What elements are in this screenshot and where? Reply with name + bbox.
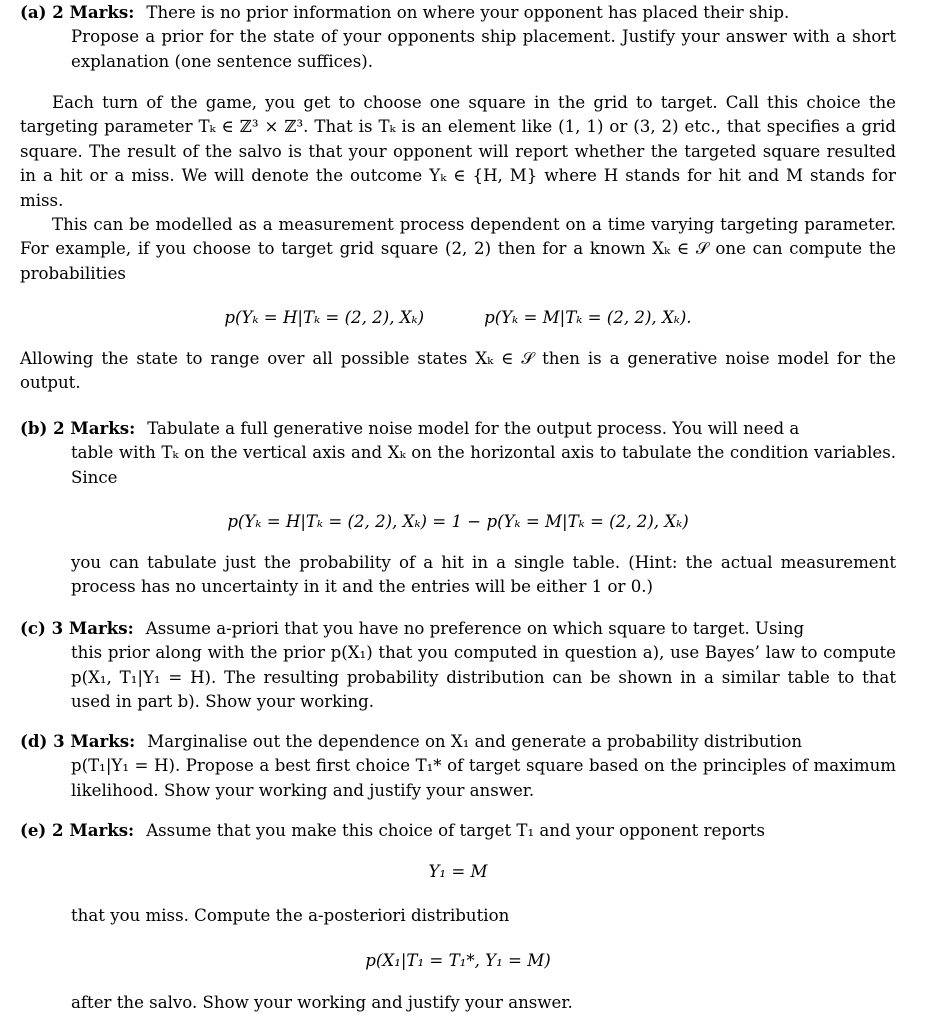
question-b-equation: p(Yₖ = H|Tₖ = (2, 2), Xₖ) = 1 − p(Yₖ = M|Tₖ = (2, 2), Xₖ) (227, 512, 689, 531)
equation-miss: p(Yₖ = M|Tₖ = (2, 2), Xₖ). (484, 308, 692, 327)
intro-paragraph-2: This can be modelled as a measurement process dependent on a time varying targeting parameter. For example, if you choose to target grid square (2, 2) then for a known Xₖ ∈ 𝒮 one can compute the probabilities (20, 215, 896, 283)
question-b-text: table with Tₖ on the vertical axis and Xₖ on the horizontal axis to tabulate the condition variables. Since (71, 443, 896, 487)
question-b (20, 416, 896, 490)
question-d-text: p(T₁|Y₁ = H). Propose a best first choice T₁* of target square based on the principles of maximum likelihood. Show your working and justify your answer. (71, 756, 896, 800)
equation-hit: p(Yₖ = H|Tₖ = (2, 2), Xₖ) (224, 308, 425, 327)
question-d-line1: Marginalise out the dependence on X₁ and generate a probability distribution (147, 732, 803, 751)
question-a-line1: There is no prior information on where your opponent has placed their ship. (146, 3, 790, 22)
intro-paragraph-3: Allowing the state to range over all possible states Xₖ ∈ 𝒮 then is a generative noise model for the output. (20, 349, 896, 393)
question-e-label: (e) 2 Marks: (20, 820, 135, 840)
question-d (20, 729, 896, 803)
question-c-label: (c) 3 Marks: (20, 618, 134, 638)
question-c-line1: Assume a-priori that you have no preference on which square to target. Using (145, 619, 805, 638)
question-d-label: (d) 3 Marks: (20, 731, 136, 751)
question-e-after: after the salvo. Show your working and justify your answer. (71, 993, 573, 1012)
question-a (20, 0, 896, 74)
question-e-equation-1: Y₁ = M (428, 862, 488, 881)
question-e-mid: that you miss. Compute the a-posteriori distribution (71, 906, 510, 925)
question-b-label: (b) 2 Marks: (20, 418, 136, 438)
intro-paragraph-1: Each turn of the game, you get to choose one square in the grid to target. Call this choice the targeting parameter Tₖ ∈ ℤ³ × ℤ³. That is Tₖ is an element like (1, 1) or (3, 2) etc., that specifies a grid square. The result of the salvo is that your opponent will report whether the targeted square resulted in a hit or a miss. We will denote the outcome Yₖ ∈ {H, M} where H stands for hit and M stands for miss. (20, 93, 896, 210)
question-a-label: (a) 2 Marks: (20, 2, 135, 22)
question-a-text: Propose a prior for the state of your opponents ship placement. Justify your answer with a short explanation (one sentence suffices). (71, 27, 896, 71)
equation-probabilities (20, 306, 896, 330)
question-e-line1: Assume that you make this choice of target T₁ and your opponent reports (146, 821, 765, 840)
question-c (20, 616, 896, 715)
question-c-text: this prior along with the prior p(X₁) that you computed in question a), use Bayes’ law to compute p(X₁, T₁|Y₁ = H). The resulting probability distribution can be shown in a similar table to that used in part b). Show your working. (71, 643, 896, 712)
question-e (20, 818, 896, 843)
question-b-hint: you can tabulate just the probability of a hit in a single table. (Hint: the actual measurement process has no uncertainty in it and the entries will be either 1 or 0.) (71, 553, 896, 597)
question-e-equation-2: p(X₁|T₁ = T₁*, Y₁ = M) (365, 951, 551, 970)
question-b-line1: Tabulate a full generative noise model for the output process. You will need a (147, 419, 800, 438)
